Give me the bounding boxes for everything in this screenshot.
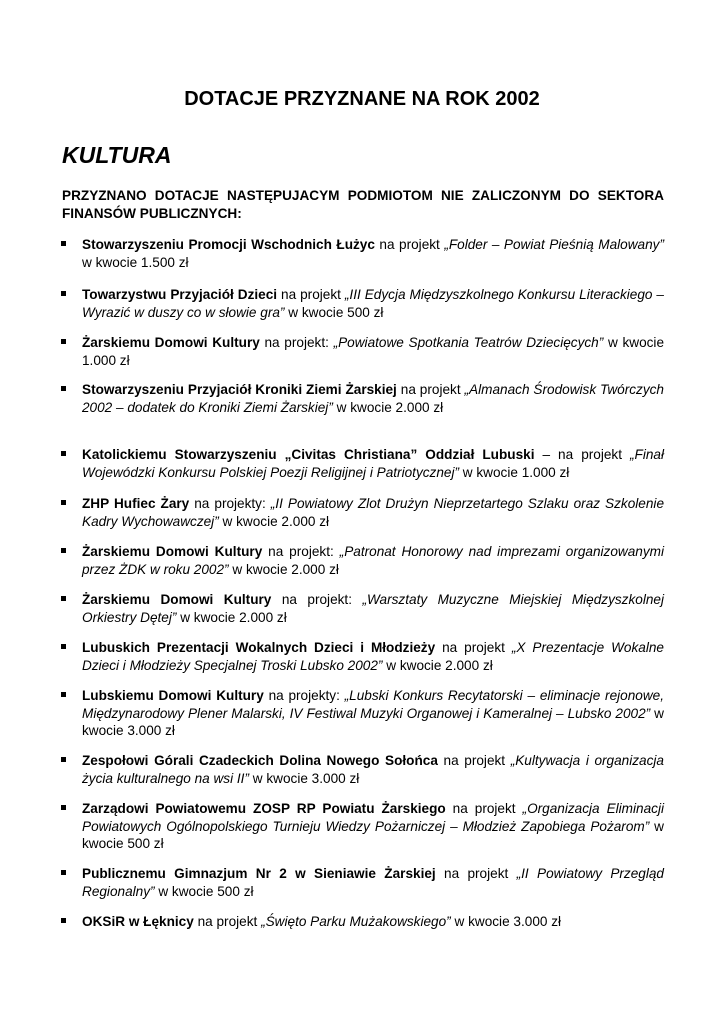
grantee-name: ZHP Hufiec Żary bbox=[82, 496, 190, 511]
project-title: „II Powiatowy Przegląd Regionalny” bbox=[82, 866, 664, 899]
amount-text: w kwocie 2.000 zł bbox=[382, 657, 493, 673]
amount-text: w kwocie 2.000 zł bbox=[228, 561, 339, 577]
amount-text: w kwocie 2.000 zł bbox=[218, 513, 330, 529]
list-item bbox=[82, 591, 664, 626]
connector-text: na projekt bbox=[374, 237, 445, 252]
list-item bbox=[82, 334, 664, 369]
connector-text: na projekt bbox=[396, 382, 465, 397]
list-item bbox=[82, 236, 664, 271]
amount-text: w kwocie 3.000 zł bbox=[82, 705, 664, 738]
list-item bbox=[82, 752, 664, 787]
connector-text: na projekt bbox=[445, 801, 523, 816]
grantee-name: Katolickiemu Stowarzyszeniu „Civitas Christiana” Oddział Lubuski bbox=[82, 447, 535, 462]
connector-text: na projekt bbox=[437, 753, 511, 768]
page-title: DOTACJE PRZYZNANE NA ROK 2002 bbox=[184, 88, 540, 110]
project-title: „Finał Wojewódzki Konkursu Polskiej Poezji Religijnej i Patriotycznej” bbox=[82, 447, 664, 480]
list-item bbox=[82, 495, 664, 530]
list-item bbox=[82, 913, 664, 931]
grantee-name: Żarskiemu Domowi Kultury bbox=[82, 592, 272, 607]
connector-text: na projekt bbox=[435, 640, 512, 655]
list-item bbox=[82, 446, 664, 481]
project-title: „II Powiatowy Zlot Drużyn Nieprzetartego Szlaku oraz Szkolenie Kadry Wychowawczej” bbox=[82, 496, 665, 529]
amount-text: w kwocie 500 zł bbox=[284, 304, 384, 320]
connector-text: na projekt bbox=[435, 866, 517, 881]
amount-text: w kwocie 1.000 zł bbox=[82, 335, 665, 368]
list-item bbox=[82, 865, 664, 900]
project-title: „X Prezentacje Wokalne Dzieci i Młodzieży Specjalnej Troski Lubsko 2002” bbox=[82, 640, 664, 673]
list-item bbox=[82, 381, 664, 416]
amount-text: w kwocie 3.000 zł bbox=[450, 914, 562, 929]
connector-text: na projekty: bbox=[189, 496, 271, 511]
list-item bbox=[82, 687, 664, 740]
connector-text: na projekt bbox=[193, 914, 262, 929]
project-title: „Powiatowe Spotkania Teatrów Dziecięcych” bbox=[333, 335, 604, 350]
project-title: „Lubski Konkurs Recytatorski – eliminacje rejonowe, Międzynarodowy Plener Malarski, IV Festiwal Muzyki Organowej i Kameralnej – Lubsko 2002” bbox=[82, 688, 664, 721]
project-title: „Warsztaty Muzyczne Miejskiej Międzyszkolnej Orkiestry Dętej” bbox=[82, 592, 664, 625]
grantee-name: Stowarzyszeniu Przyjaciół Kroniki Ziemi Żarskiej bbox=[82, 382, 397, 397]
grantee-name: OKSiR w Łęknicy bbox=[82, 914, 194, 929]
project-title: „Patronat Honorowy nad imprezami organizowanymi przez ŻDK w roku 2002” bbox=[82, 544, 664, 577]
grantee-name: Żarskiemu Domowi Kultury bbox=[82, 335, 260, 350]
grantee-name: Zarządowi Powiatowemu ZOSP RP Powiatu Żarskiego bbox=[82, 801, 446, 816]
grantee-name: Żarskiemu Domowi Kultury bbox=[82, 544, 263, 559]
amount-text: w kwocie 2.000 zł bbox=[332, 399, 444, 415]
intro-paragraph: PRZYZNANO DOTACJE NASTĘPUJACYM PODMIOTOM NIE ZALICZONYM DO SEKTORA FINANSÓW PUBLICZNYCH: bbox=[62, 188, 664, 221]
project-title: „Kultywacja i organizacja życia kulturalnego na wsi II” bbox=[82, 753, 664, 786]
grantee-name: Lubuskich Prezentacji Wokalnych Dzieci i Młodzieży bbox=[82, 640, 436, 655]
grantee-name: Zespołowi Górali Czadeckich Dolina Nowego Sołońca bbox=[82, 753, 438, 768]
connector-text: na projekt bbox=[277, 287, 345, 302]
amount-text: w kwocie 2.000 zł bbox=[176, 609, 287, 625]
grantee-name: Lubskiemu Domowi Kultury bbox=[82, 688, 264, 703]
grantee-name: Stowarzyszeniu Promocji Wschodnich Łużyc bbox=[82, 237, 375, 252]
amount-text: w kwocie 3.000 zł bbox=[248, 770, 360, 786]
connector-text: na projekt: bbox=[259, 335, 334, 350]
project-title: „III Edycja Międzyszkolnego Konkursu Literackiego – Wyrazić w duszy co w słowie gra” bbox=[82, 287, 664, 320]
grantee-name: Publicznemu Gimnazjum Nr 2 w Sieniawie Żarskiej bbox=[82, 866, 436, 881]
amount-text: w kwocie 1.000 zł bbox=[459, 464, 570, 480]
project-title: „Święto Parku Mużakowskiego” bbox=[261, 914, 451, 929]
project-title: „Organizacja Eliminacji Powiatowych Ogólnopolskiego Turnieju Wiedzy Pożarniczej – Młodzież Zapobiega Pożarom” bbox=[82, 801, 664, 834]
list-item bbox=[82, 800, 664, 853]
connector-text: na projekt: bbox=[262, 544, 340, 559]
amount-text: w kwocie 1.500 zł bbox=[82, 254, 189, 270]
section-heading: KULTURA bbox=[62, 142, 172, 168]
list-item bbox=[82, 286, 664, 321]
connector-text: na projekt: bbox=[271, 592, 363, 607]
amount-text: w kwocie 500 zł bbox=[82, 818, 664, 851]
list-item bbox=[82, 543, 664, 578]
amount-text: w kwocie 500 zł bbox=[154, 883, 254, 899]
connector-text: na projekty: bbox=[263, 688, 345, 703]
project-title: „Almanach Środowisk Twórczych 2002 – dodatek do Kroniki Ziemi Żarskiej” bbox=[82, 382, 664, 415]
grantee-name: Towarzystwu Przyjaciół Dzieci bbox=[82, 287, 278, 302]
connector-text: – na projekt bbox=[534, 447, 630, 462]
list-item bbox=[82, 639, 664, 674]
project-title: „Folder – Powiat Pieśnią Malowany” bbox=[444, 237, 664, 252]
